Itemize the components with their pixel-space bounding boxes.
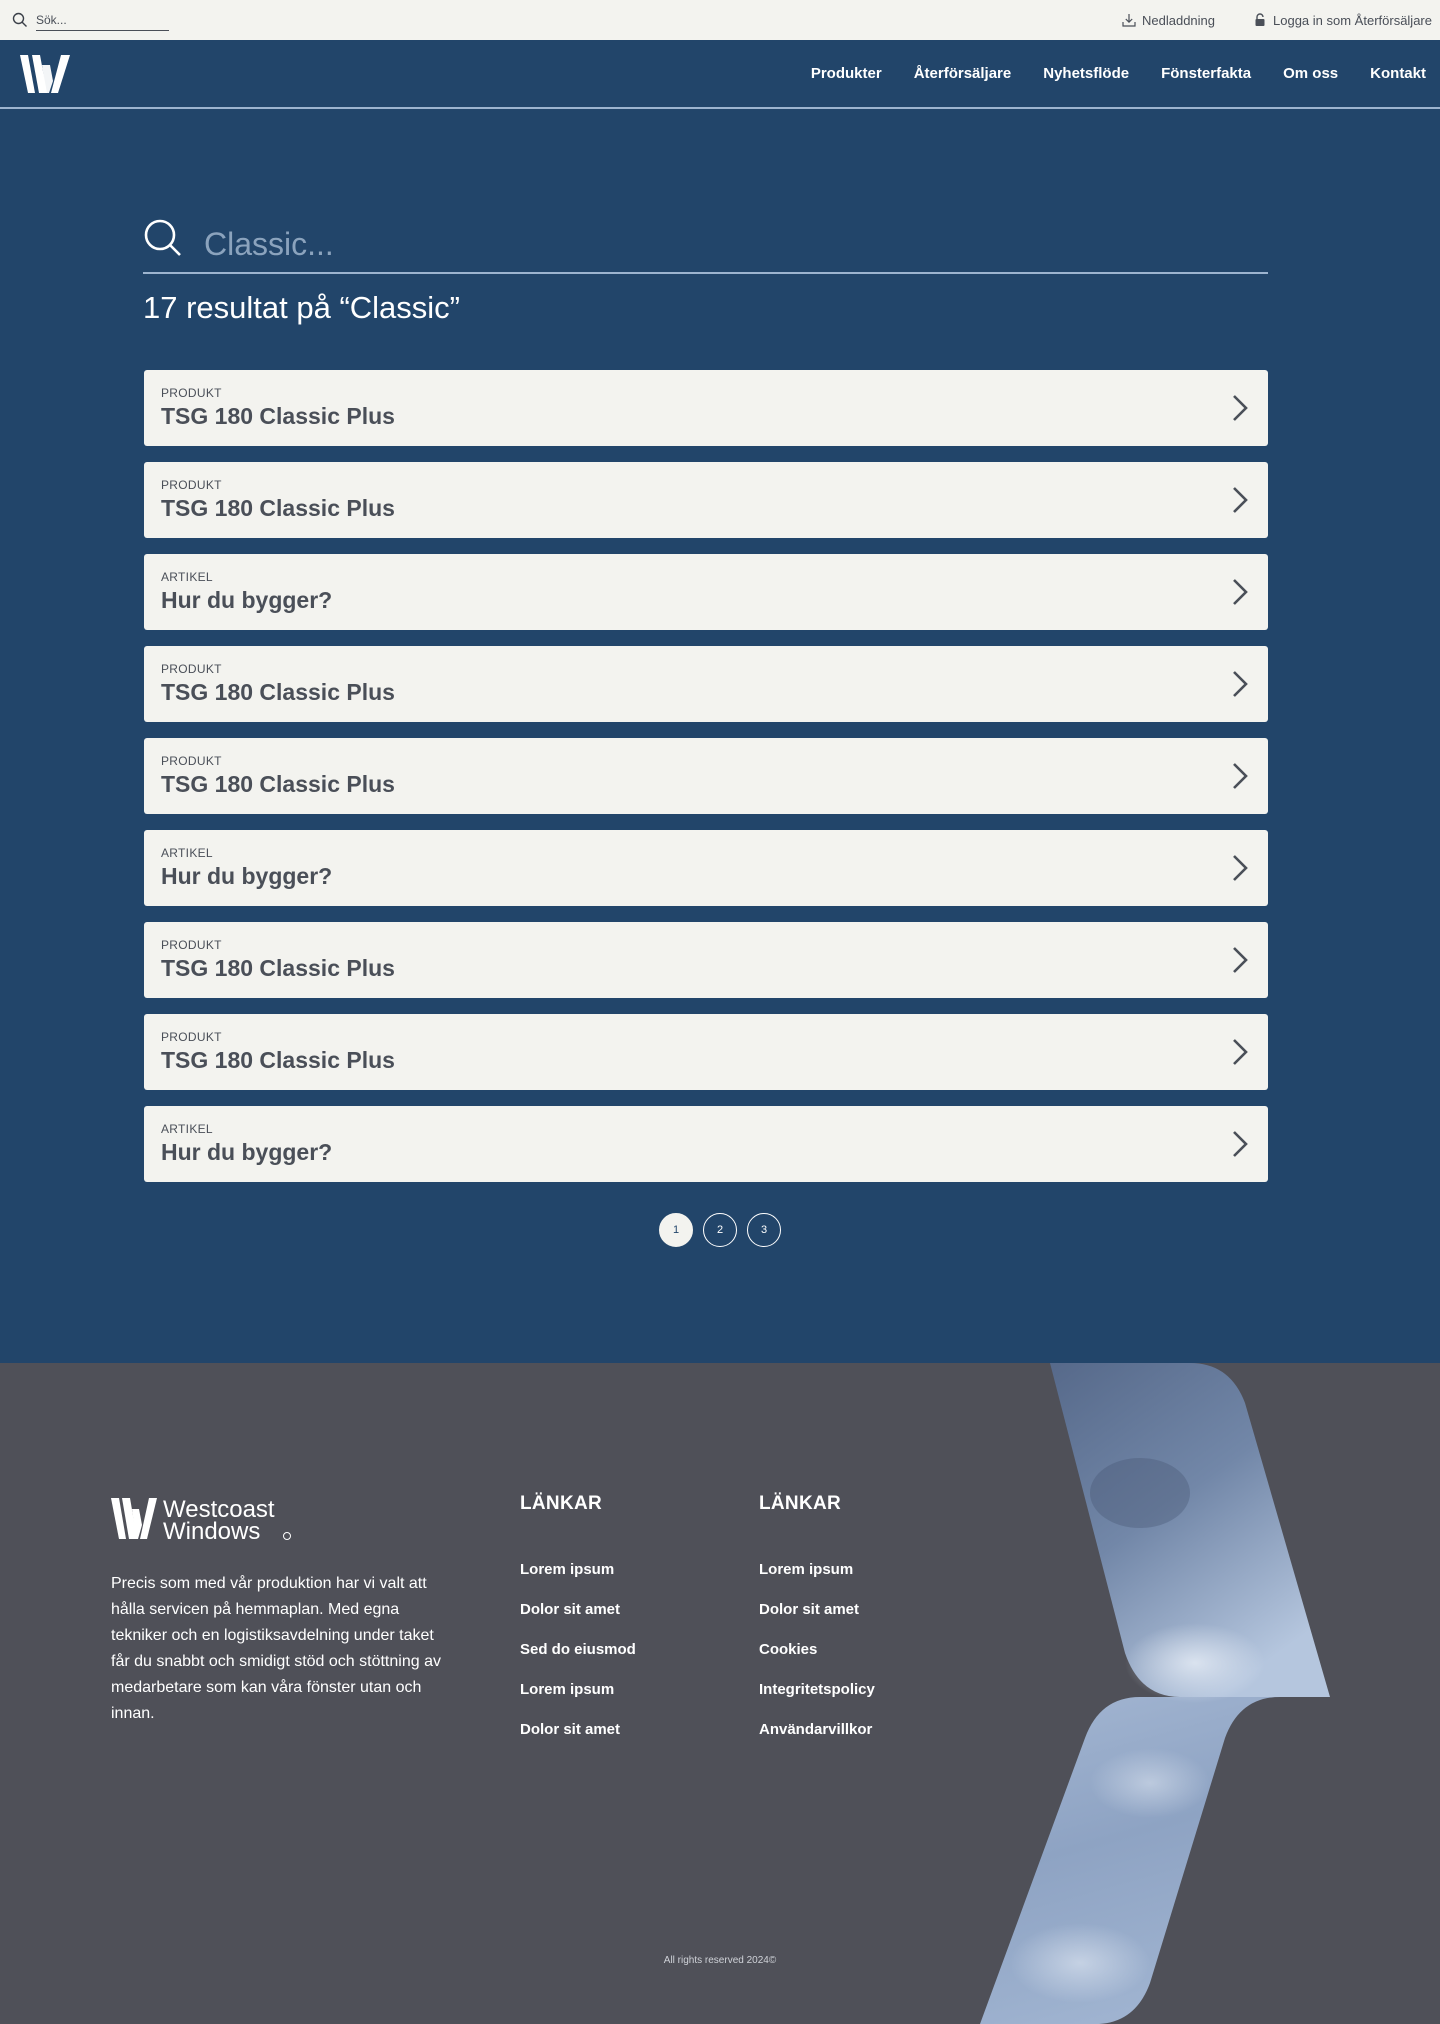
footer-link-terms[interactable]: Användarvillkor xyxy=(759,1721,873,1738)
footer-link-privacy[interactable]: Integritetspolicy xyxy=(759,1681,875,1698)
result-type: ARTIKEL xyxy=(161,846,213,860)
chevron-right-icon xyxy=(1232,394,1248,422)
result-item[interactable] xyxy=(144,922,1268,998)
chevron-right-icon xyxy=(1232,854,1248,882)
footer-link[interactable]: Dolor sit amet xyxy=(520,1601,621,1618)
result-type: PRODUKT xyxy=(161,938,222,952)
footer-link[interactable]: Lorem ipsum xyxy=(759,1561,854,1578)
site-footer xyxy=(0,1363,1440,2024)
pagination xyxy=(659,1213,781,1247)
result-type: PRODUKT xyxy=(161,386,222,400)
footer-links-col-2 xyxy=(759,1493,875,1761)
footer-link[interactable]: Dolor sit amet xyxy=(759,1601,860,1618)
search-icon[interactable] xyxy=(143,218,183,258)
result-type: ARTIKEL xyxy=(161,1122,213,1136)
result-item[interactable] xyxy=(144,1106,1268,1182)
result-title: TSG 180 Classic Plus xyxy=(161,403,395,429)
footer-col-heading: LÄNKAR xyxy=(520,1493,603,1514)
page-button-2[interactable]: 2 xyxy=(703,1213,737,1247)
result-title: Hur du bygger? xyxy=(161,863,333,889)
chevron-right-icon xyxy=(1232,578,1248,606)
result-type: PRODUKT xyxy=(161,1030,222,1044)
nav-nyhetsflode[interactable]: Nyhetsflöde xyxy=(1043,65,1130,82)
chevron-right-icon xyxy=(1232,946,1248,974)
utility-search-input[interactable] xyxy=(36,9,169,31)
login-link[interactable] xyxy=(1253,13,1432,28)
footer-link[interactable]: Lorem ipsum xyxy=(520,1681,615,1698)
footer-link[interactable]: Dolor sit amet xyxy=(520,1721,621,1738)
result-title: TSG 180 Classic Plus xyxy=(161,771,395,797)
chevron-right-icon xyxy=(1232,762,1248,790)
lock-icon xyxy=(1253,13,1267,27)
result-title: TSG 180 Classic Plus xyxy=(161,955,395,981)
result-title: TSG 180 Classic Plus xyxy=(161,679,395,705)
result-count: 17 resultat på “Classic” xyxy=(143,290,461,325)
nav-kontakt[interactable]: Kontakt xyxy=(1370,65,1426,82)
copyright: All rights reserved 2024© xyxy=(663,1955,777,1966)
result-item[interactable] xyxy=(144,370,1268,446)
nav-fonsterfakta[interactable]: Fönsterfakta xyxy=(1161,65,1252,82)
main-search xyxy=(143,216,1268,274)
site-header xyxy=(0,40,1440,109)
utility-links xyxy=(1122,0,1432,40)
download-link[interactable] xyxy=(1122,13,1215,28)
login-label: Logga in som Återförsäljare xyxy=(1273,12,1432,28)
search-icon[interactable] xyxy=(12,12,28,28)
footer-col-heading: LÄNKAR xyxy=(759,1493,842,1514)
nav-produkter[interactable]: Produkter xyxy=(810,65,882,82)
result-title: TSG 180 Classic Plus xyxy=(161,495,395,521)
page-button-1[interactable]: 1 xyxy=(659,1213,693,1247)
result-item[interactable] xyxy=(144,462,1268,538)
results-list xyxy=(144,370,1268,1198)
chevron-right-icon xyxy=(1232,486,1248,514)
chevron-right-icon xyxy=(1232,1130,1248,1158)
nav-aterforsaljare[interactable]: Återförsäljare xyxy=(913,65,1012,82)
chevron-right-icon xyxy=(1232,1038,1248,1066)
footer-brand-line2: Windows xyxy=(163,1518,261,1545)
result-title: Hur du bygger? xyxy=(161,1139,333,1165)
footer-link[interactable]: Sed do eiusmod xyxy=(520,1641,636,1658)
footer-link[interactable]: Lorem ipsum xyxy=(520,1561,615,1578)
result-type: PRODUKT xyxy=(161,754,222,768)
result-title: Hur du bygger? xyxy=(161,587,333,613)
chevron-right-icon xyxy=(1232,670,1248,698)
nav-om-oss[interactable]: Om oss xyxy=(1283,65,1339,82)
download-label: Nedladdning xyxy=(1142,12,1216,28)
main-search-input[interactable] xyxy=(204,216,1264,272)
footer-about-text: Precis som med vår produktion har vi valt att hålla servicen på hemmaplan. Med egna tekniker och en logistiksavdelning under taket får du snabbt och smidigt stöd och stöttning av medarbetare som kan våra fönster utan och innan. xyxy=(111,1575,441,1722)
footer-links-col-1 xyxy=(520,1493,636,1761)
result-item[interactable] xyxy=(144,830,1268,906)
main-nav xyxy=(811,40,1426,107)
result-type: PRODUKT xyxy=(161,478,222,492)
utility-bar xyxy=(0,0,1440,40)
westcoast-logo[interactable] xyxy=(20,55,70,93)
footer-brand-line1: Westcoast xyxy=(163,1496,275,1523)
result-item[interactable] xyxy=(144,646,1268,722)
result-type: ARTIKEL xyxy=(161,570,213,584)
page-button-3[interactable]: 3 xyxy=(747,1213,781,1247)
result-item[interactable] xyxy=(144,738,1268,814)
result-type: PRODUKT xyxy=(161,662,222,676)
utility-search xyxy=(12,9,169,31)
result-item[interactable] xyxy=(144,554,1268,630)
result-title: TSG 180 Classic Plus xyxy=(161,1047,395,1073)
download-icon xyxy=(1122,13,1136,27)
footer-link-cookies[interactable]: Cookies xyxy=(759,1641,818,1658)
westcoast-windows-logo[interactable] xyxy=(111,1495,311,1545)
result-item[interactable] xyxy=(144,1014,1268,1090)
